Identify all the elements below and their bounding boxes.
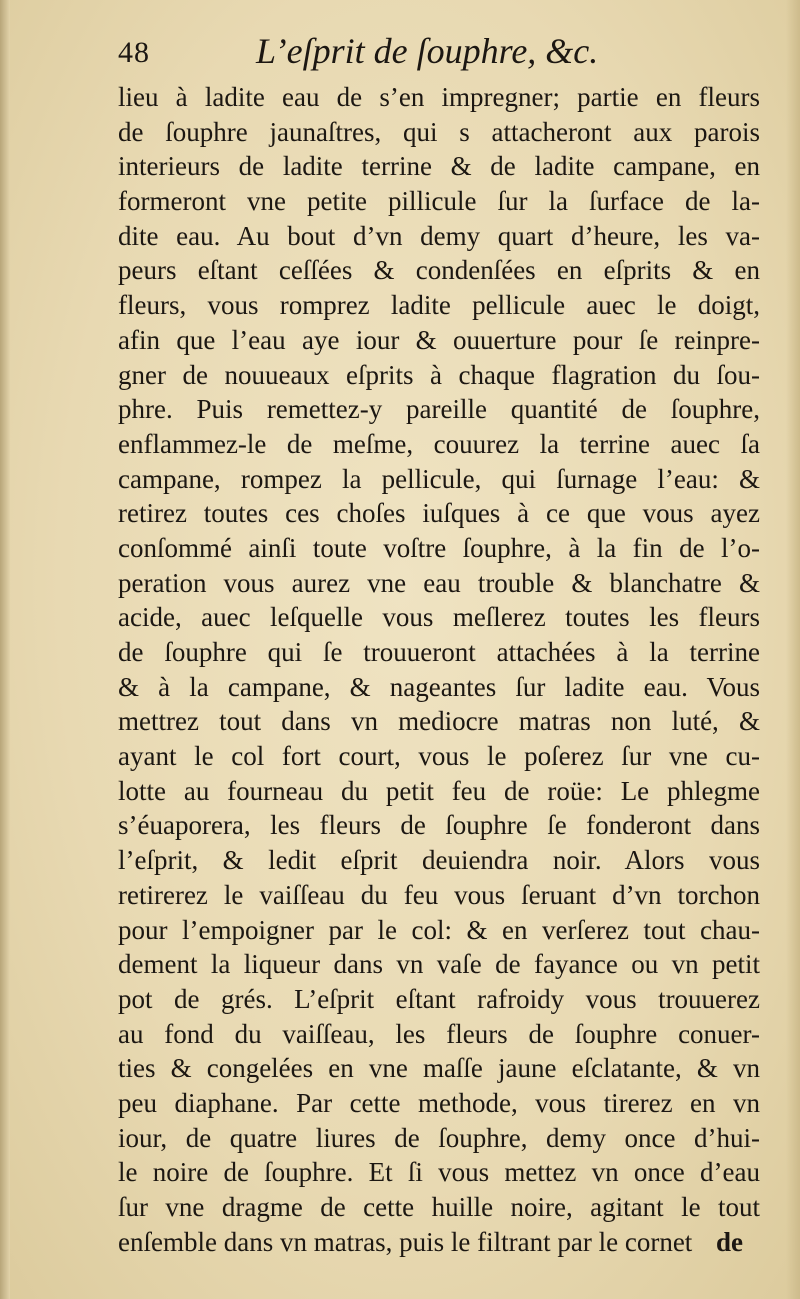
- text-line: interieurs de ladite terrine & de ladite campane, en: [118, 151, 760, 182]
- text-line: formeront vne petite pillicule ſur la ſurface de la-: [118, 186, 760, 217]
- text-line: pour l’empoigner par le col: & en verſerez tout chau-: [118, 914, 760, 945]
- text-line: le noire de ſouphre. Et ſi vous mettez vn once d’eau: [118, 1157, 760, 1188]
- text-line: l’eſprit, & ledit eſprit deuiendra noir. Alors vous: [118, 845, 760, 876]
- page-header: [118, 28, 758, 78]
- text-line: enflammez-le de meſme, couurez la terrine auec ſa: [118, 428, 760, 459]
- text-line: conſommé ainſi toute voſtre ſouphre, à la fin de l’o-: [118, 532, 760, 563]
- text-line: acide, auec leſquelle vous meſlerez toutes les fleurs: [118, 602, 760, 633]
- text-line: campane, rompez la pellicule, qui ſurnage l’eau: &: [118, 463, 760, 494]
- running-title: L’eſprit de ſouphre, &c.: [256, 31, 599, 71]
- page-number: 48: [118, 36, 150, 69]
- text-line: de ſouphre jaunaſtres, qui s attacheront aux parois: [118, 116, 760, 147]
- text-line: au fond du vaiſſeau, les fleurs de ſouphre conuer-: [118, 1018, 760, 1049]
- body-text: [118, 80, 760, 1259]
- text-line: peurs eſtant ceſſées & condenſées en eſprits & en: [118, 255, 760, 286]
- text-line: phre. Puis remettez-y pareille quantité de ſouphre,: [118, 394, 760, 425]
- text-line: lotte au fourneau du petit feu de roüe: Le phlegme: [118, 775, 760, 806]
- text-line: gner de nouueaux eſprits à chaque flagration du ſou-: [118, 359, 760, 390]
- text-line: de ſouphre qui ſe trouueront attachées à la terrine: [118, 637, 760, 667]
- text-line: & à la campane, & nageantes ſur ladite eau. Vous: [118, 671, 760, 702]
- text-line: retirerez le vaiſſeau du feu vous ſeruant d’vn torchon: [118, 879, 760, 910]
- text-line: s’éuaporera, les fleurs de ſouphre ſe fonderont dans: [118, 810, 760, 841]
- text-line: fleurs, vous romprez ladite pellicule auec le doigt,: [118, 290, 760, 321]
- catchword: de: [716, 1227, 743, 1257]
- text-line: dement la liqueur dans vn vaſe de fayance ou vn petit: [118, 949, 760, 980]
- page-edge-shadow: [786, 0, 800, 1299]
- text-line: peration vous aurez vne eau trouble & blanchatre &: [118, 567, 760, 598]
- text-line: mettrez tout dans vn mediocre matras non luté, &: [118, 706, 760, 737]
- text-line: iour, de quatre liures de ſouphre, demy once d’hui-: [118, 1122, 760, 1153]
- text-line: lieu à ladite eau de s’en impregner; partie en fleurs: [118, 82, 760, 112]
- text-line: dite eau. Au bout d’vn demy quart d’heure, les va-: [118, 220, 760, 251]
- text-line: ſur vne dragme de cette huille noire, agitant le tout: [118, 1192, 760, 1222]
- text-line: retirez toutes ces choſes iuſques à ce que vous ayez: [118, 498, 760, 529]
- text-line: ayant le col fort court, vous le poſerez ſur vne cu-: [118, 741, 760, 772]
- text-line: peu diaphane. Par cette methode, vous tirerez en vn: [118, 1087, 760, 1118]
- page-gutter: [0, 0, 10, 1299]
- text-line: afin que l’eau aye iour & ouuerture pour ſe reinpre-: [118, 324, 760, 355]
- text-line: pot de grés. L’eſprit eſtant rafroidy vous trouuerez: [118, 983, 760, 1014]
- text-line: ties & congelées en vne maſſe jaune eſclatante, & vn: [118, 1053, 760, 1084]
- text-line: enſemble dans vn matras, puis le filtrant par le cornet: [118, 1226, 693, 1257]
